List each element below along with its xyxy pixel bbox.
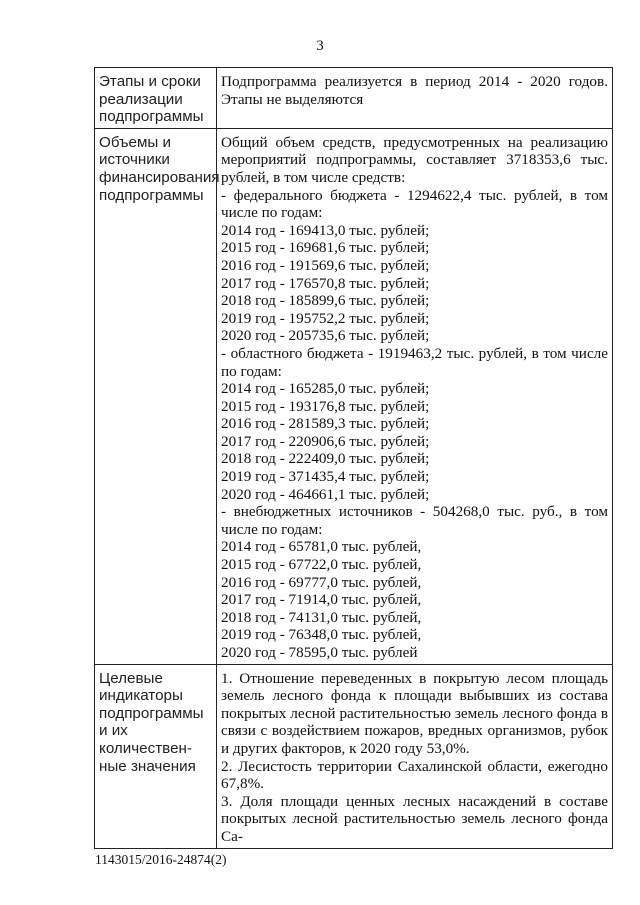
federal-year-2015: 2015 год - 169681,6 тыс. рублей; [221,239,430,257]
row-label-stages: Этапы и сроки реализации подпрограммы [95,68,217,129]
extrabudgetary-year-2020: 2020 год - 78595,0 тыс. рублей [221,644,418,661]
extrabudgetary-year-2016: 2016 год - 69777,0 тыс. рублей, [221,573,422,591]
row-label-financing: Объемы и источники финансирования подпрограммы [95,128,217,664]
financing-intro: Общий объем средств, предусмотренных на реализацию мероприятий подпрограммы, составляет 3718353,6 тыс. рублей, в том числе средств: [221,133,608,186]
federal-year-2014: 2014 год - 169413,0 тыс. рублей; [221,221,430,239]
row-content-stages [217,68,613,129]
table-row-financing [95,128,613,664]
stages-text: Подпрограмма реализуется в период 2014 - 2020 годов. Этапы не выделяются [221,73,608,108]
subprogram-passport-table [94,67,613,849]
extrabudgetary-year-2015: 2015 год - 67722,0 тыс. рублей, [221,556,422,574]
regional-year-2020: 2020 год - 464661,1 тыс. рублей; [221,485,430,503]
extrabudgetary-year-2019: 2019 год - 76348,0 тыс. рублей, [221,626,422,644]
indicator-3: 3. Доля площади ценных лесных насаждений в составе покрытых лесной растительностью земель лесного фонда Са- [221,792,608,845]
extrabudgetary-year-2014: 2014 год - 65781,0 тыс. рублей, [221,538,422,556]
document-footer-number: 1143015/2016-24874(2) [95,852,227,867]
regional-year-2014: 2014 год - 165285,0 тыс. рублей; [221,380,430,398]
federal-budget-heading: - федерального бюджета - 1294622,4 тыс. рублей, в том числе по годам: [221,186,608,222]
federal-year-2019: 2019 год - 195752,2 тыс. рублей; [221,309,430,327]
regional-year-2018: 2018 год - 222409,0 тыс. рублей; [221,450,430,468]
extrabudgetary-year-2018: 2018 год - 74131,0 тыс. рублей, [221,608,422,626]
federal-year-2018: 2018 год - 185899,6 тыс. рублей; [221,292,430,310]
regional-year-2015: 2015 год - 193176,8 тыс. рублей; [221,397,430,415]
row-content-indicators [217,664,613,848]
indicator-2: 2. Лесистость территории Сахалинской области, ежегодно 67,8%. [221,757,608,793]
table-row-indicators [95,664,613,848]
table-row-stages [95,68,613,129]
regional-year-2016: 2016 год - 281589,3 тыс. рублей; [221,415,430,433]
extrabudgetary-heading: - внебюджетных источников - 504268,0 тыс. руб., в том числе по годам: [221,503,608,538]
regional-budget-heading: - областного бюджета - 1919463,2 тыс. рублей, в том числе по годам: [221,344,608,380]
regional-year-2017: 2017 год - 220906,6 тыс. рублей; [221,432,430,450]
row-content-financing [217,128,613,664]
extrabudgetary-year-2017: 2017 год - 71914,0 тыс. рублей, [221,591,422,609]
indicator-1: 1. Отношение переведенных в покрытую лесом площадь земель лесного фонда к площади выбывших из состава покрытых лесной растительностью земель лесного фонда в связи с воздействием пожаров, вредных организмов, рубок и других факторов, к 2020 году 53,0%. [221,669,608,757]
page-number: 3 [316,38,324,54]
federal-year-2017: 2017 год - 176570,8 тыс. рублей; [221,274,430,292]
federal-year-2020: 2020 год - 205735,6 тыс. рублей; [221,327,430,345]
federal-year-2016: 2016 год - 191569,6 тыс. рублей; [221,256,430,274]
regional-year-2019: 2019 год - 371435,4 тыс. рублей; [221,468,430,486]
row-label-indicators: Целевые индикаторы подпрограммы и их количествен-ные значения [95,664,217,848]
